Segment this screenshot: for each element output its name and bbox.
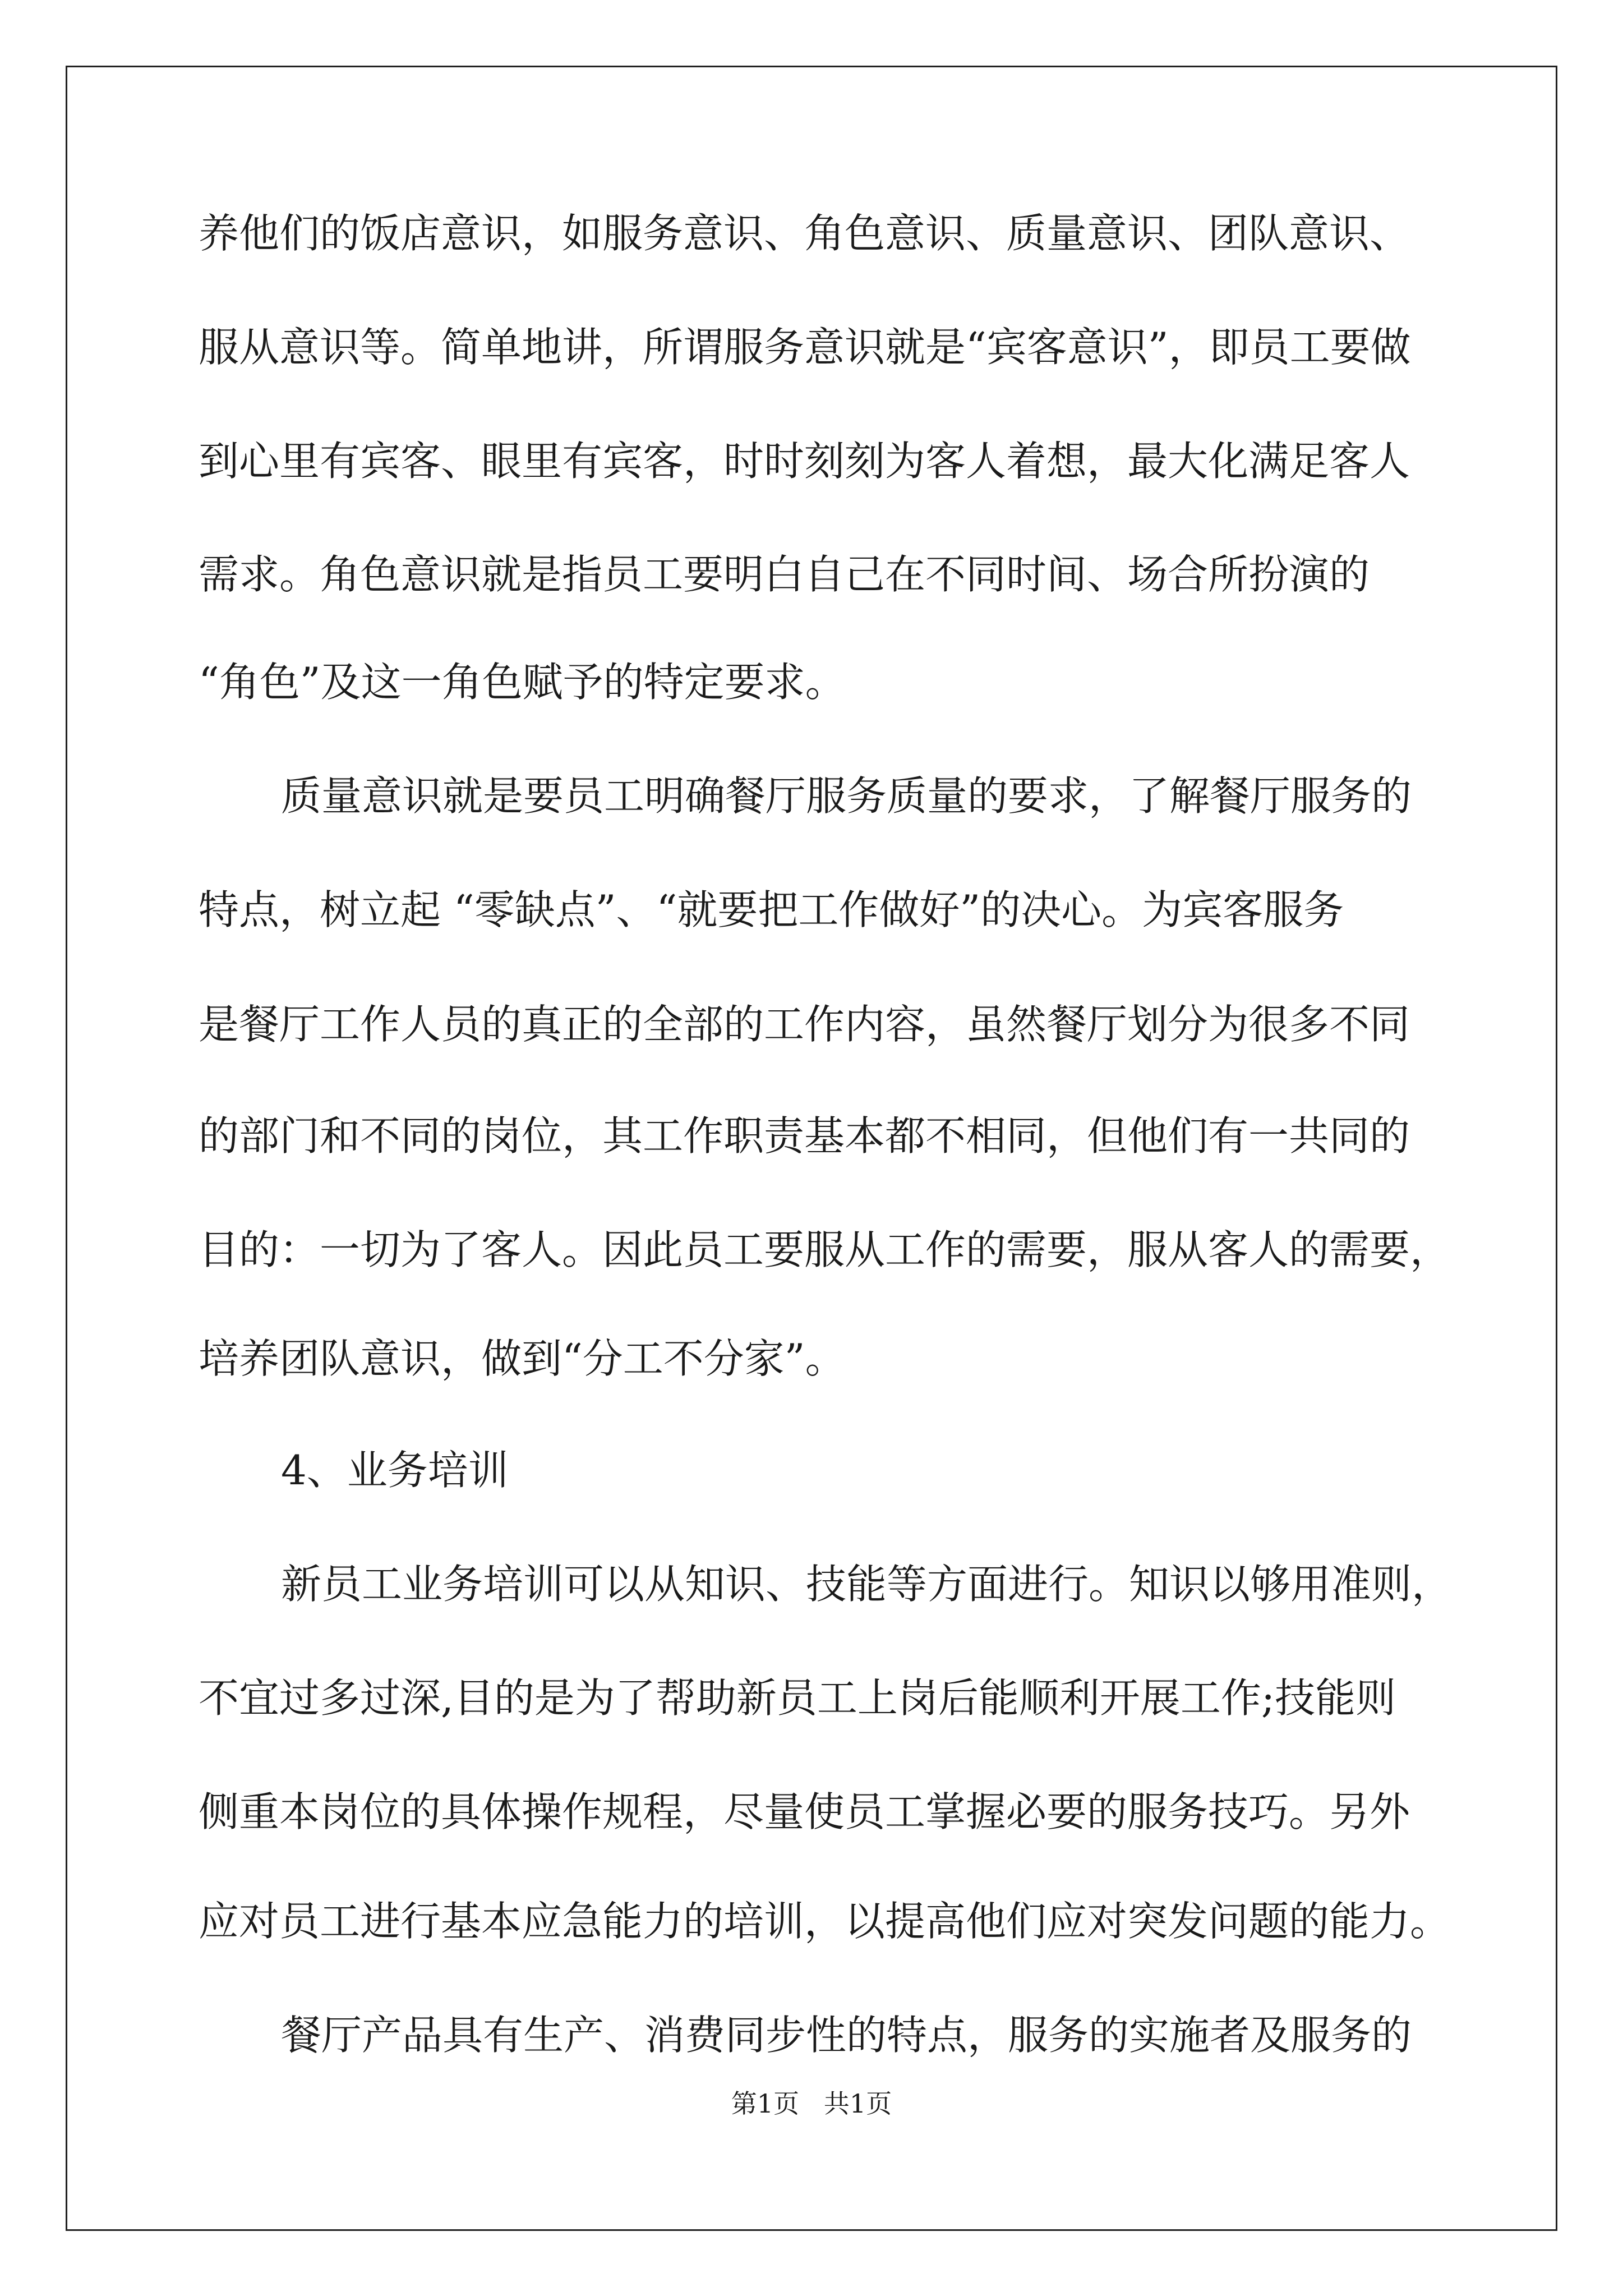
text-line-9: 的部门和不同的岗位，其工作职责基本都不相同，但他们有一共同的	[199, 1112, 1410, 1159]
text-line-5: “角色”及这一角色赋予的特定要求。	[199, 659, 846, 706]
text-line-16: 应对员工进行基本应急能力的培训，以提高他们应对突发问题的能力。	[199, 1898, 1451, 1945]
text-line-8: 是餐厅工作人员的真正的全部的工作内容，虽然餐厅划分为很多不同	[199, 1001, 1410, 1048]
text-line-13: 新员工业务培训可以从知识、技能等方面进行。知识以够用准则，	[281, 1561, 1453, 1608]
text-line-10: 目的：一切为了客人。因此员工要服从工作的需要，服从客人的需要，	[199, 1226, 1451, 1273]
section-heading: 4、业务培训	[281, 1447, 509, 1494]
text-line-4: 需求。角色意识就是指员工要明白自己在不同时间、场合所扮演的	[199, 551, 1370, 598]
text-line-15: 侧重本岗位的具体操作规程，尽量使员工掌握必要的服务技巧。另外	[199, 1788, 1410, 1835]
page-footer: 第1页 共1页	[731, 2088, 892, 2119]
text-line-17: 餐厅产品具有生产、消费同步性的特点，服务的实施者及服务的	[281, 2012, 1412, 2059]
text-line-7: 特点，树立起 “零缺点”、“就要把工作做好”的决心。为宾客服务	[199, 886, 1344, 933]
text-line-11: 培养团队意识，做到“分工不分家”。	[199, 1335, 846, 1382]
text-line-1: 养他们的饭店意识，如服务意识、角色意识、质量意识、团队意识、	[199, 210, 1410, 257]
text-line-3: 到心里有宾客、眼里有宾客，时时刻刻为客人着想，最大化满足客人	[199, 438, 1410, 485]
text-line-2: 服从意识等。简单地讲，所谓服务意识就是“宾客意识”，即员工要做	[199, 324, 1411, 371]
text-line-6: 质量意识就是要员工明确餐厅服务质量的要求，了解餐厅服务的	[281, 772, 1412, 820]
text-line-14: 不宜过多过深,目的是为了帮助新员工上岗后能顺利开展工作;技能则	[199, 1674, 1396, 1722]
